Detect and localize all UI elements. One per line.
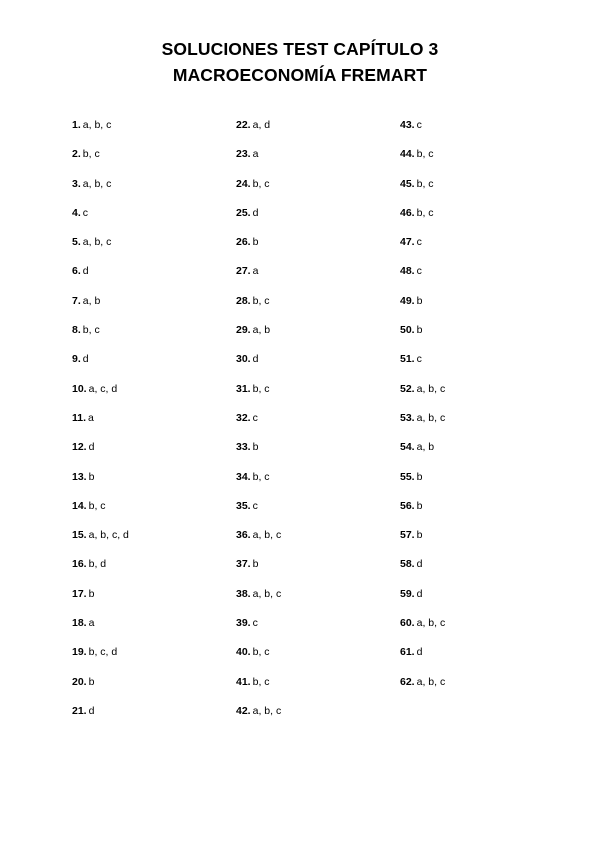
answer-text: a, b, c, d (88, 529, 129, 542)
answer-text: a (252, 148, 259, 161)
answer-text: c (252, 411, 258, 424)
answer-item (400, 527, 560, 556)
answer-text: b, c (252, 294, 270, 307)
question-number: 23. (236, 148, 251, 161)
answer-item (400, 293, 560, 322)
answer-text: d (88, 704, 95, 717)
question-number: 2. (72, 148, 81, 161)
answer-text: b, c (82, 324, 100, 337)
answer-item (236, 556, 396, 585)
answer-item (236, 498, 396, 527)
answer-text: b (88, 587, 95, 600)
answer-item (72, 703, 232, 732)
answer-item (236, 263, 396, 292)
answer-text: b, c (252, 177, 270, 190)
page-subtitle: MACROECONOMÍA FREMART (172, 65, 428, 85)
question-number: 32. (236, 411, 251, 424)
answer-text: b (416, 499, 423, 512)
answer-item (72, 439, 232, 468)
answer-text: b, c (416, 148, 434, 161)
question-number: 59. (400, 587, 415, 600)
question-number: 6. (72, 265, 81, 278)
question-number: 26. (236, 236, 251, 249)
answer-text: a, b, c (416, 617, 446, 630)
answer-item (72, 205, 232, 234)
answer-item (400, 205, 560, 234)
question-number: 16. (72, 558, 87, 571)
question-number: 24. (236, 177, 251, 190)
answer-item (236, 674, 396, 703)
question-number: 20. (72, 675, 87, 688)
answer-item (72, 674, 232, 703)
answer-text: b, d (88, 558, 107, 571)
answer-item (400, 176, 560, 205)
answer-item (72, 644, 232, 673)
answers-column-1 (72, 117, 232, 732)
answer-item (400, 146, 560, 175)
answer-item (400, 674, 560, 703)
answer-item (236, 469, 396, 498)
answer-text: a, b, c (252, 587, 282, 600)
answer-text: c (82, 206, 89, 219)
answer-text: d (252, 353, 259, 366)
answer-item (72, 410, 232, 439)
question-number: 5. (72, 236, 81, 249)
question-number: 21. (72, 704, 87, 717)
answer-item (72, 469, 232, 498)
answer-text: a, b (416, 441, 435, 454)
answer-item (72, 615, 232, 644)
answer-item (400, 644, 560, 673)
question-number: 12. (72, 441, 87, 454)
question-number: 3. (72, 177, 81, 190)
question-number: 42. (236, 704, 251, 717)
question-number: 28. (236, 294, 251, 307)
answer-item (400, 469, 560, 498)
answer-text: a, b, c (416, 411, 446, 424)
page-title: SOLUCIONES TEST CAPÍTULO 3 (161, 39, 439, 59)
answer-text: a, c, d (88, 382, 118, 395)
question-number: 17. (72, 587, 87, 600)
question-number: 48. (400, 265, 415, 278)
question-number: 40. (236, 646, 251, 659)
answer-item (72, 527, 232, 556)
answer-item (72, 263, 232, 292)
question-number: 47. (400, 236, 415, 249)
answer-item (400, 556, 560, 585)
question-number: 31. (236, 382, 251, 395)
question-number: 27. (236, 265, 251, 278)
answer-item (72, 146, 232, 175)
answer-text: c (416, 236, 422, 249)
answer-text: a, b, c (252, 704, 282, 717)
question-number: 50. (400, 324, 415, 337)
answer-text: b (416, 324, 423, 337)
answer-text: a, b, c (82, 236, 112, 249)
question-number: 30. (236, 353, 251, 366)
answer-item (400, 263, 560, 292)
answer-item (236, 586, 396, 615)
answer-text: c (416, 119, 422, 131)
answer-text: c (252, 499, 258, 512)
question-number: 45. (400, 177, 415, 190)
question-number: 52. (400, 382, 415, 395)
question-number: 46. (400, 206, 415, 219)
answer-text: b (416, 529, 423, 542)
question-number: 14. (72, 499, 87, 512)
question-number: 44. (400, 148, 415, 161)
question-number: 34. (236, 470, 251, 483)
answer-item (72, 498, 232, 527)
question-number: 43. (400, 119, 415, 131)
answer-item (236, 703, 396, 732)
question-number: 33. (236, 441, 251, 454)
answer-text: d (416, 558, 423, 571)
question-number: 1. (72, 119, 81, 131)
question-number: 38. (236, 587, 251, 600)
question-number: 11. (72, 411, 87, 424)
answer-item (72, 381, 232, 410)
answer-item (72, 293, 232, 322)
answer-text: d (252, 206, 259, 219)
answer-item (236, 234, 396, 263)
question-number: 29. (236, 324, 251, 337)
answer-text: b, c (252, 470, 270, 483)
answer-item (400, 615, 560, 644)
answers-column-3 (400, 117, 560, 703)
question-number: 61. (400, 646, 415, 659)
answer-text: d (416, 587, 423, 600)
question-number: 41. (236, 675, 251, 688)
question-number: 53. (400, 411, 415, 424)
answer-text: b (416, 294, 423, 307)
answer-text: a, b (252, 324, 271, 337)
answer-text: a (88, 411, 94, 424)
answer-item (236, 615, 396, 644)
answer-item (400, 351, 560, 380)
answer-text: b (88, 675, 95, 688)
answer-item (72, 117, 232, 146)
answer-item (236, 146, 396, 175)
answer-item (400, 439, 560, 468)
answer-text: a, b, c (416, 382, 446, 395)
question-number: 62. (400, 675, 415, 688)
answer-item (236, 410, 396, 439)
answer-text: b (252, 236, 259, 249)
answers-column-2 (236, 117, 396, 732)
question-number: 60. (400, 617, 415, 630)
question-number: 4. (72, 206, 81, 219)
answer-text: b (88, 470, 95, 483)
question-number: 15. (72, 529, 87, 542)
question-number: 18. (72, 617, 87, 630)
question-number: 8. (72, 324, 81, 337)
question-number: 9. (72, 353, 81, 366)
answer-item (72, 586, 232, 615)
answer-item (72, 234, 232, 263)
answer-text: b, c (88, 499, 106, 512)
answer-text: b, c (252, 675, 270, 688)
question-number: 10. (72, 382, 87, 395)
question-number: 56. (400, 499, 415, 512)
answer-text: a (88, 617, 95, 630)
answer-item (236, 205, 396, 234)
answer-text: a, b (82, 294, 101, 307)
answer-item (400, 117, 560, 146)
answer-item (400, 410, 560, 439)
answer-item (236, 117, 396, 146)
answer-text: b, c (416, 206, 434, 219)
answer-text: c (416, 353, 422, 366)
question-number: 35. (236, 499, 251, 512)
question-number: 49. (400, 294, 415, 307)
question-number: 39. (236, 617, 251, 630)
answer-item (72, 322, 232, 351)
answer-text: b, c (416, 177, 434, 190)
question-number: 19. (72, 646, 87, 659)
answer-text: b (252, 441, 259, 454)
answer-item (400, 381, 560, 410)
answer-text: a, b, c (252, 529, 282, 542)
answer-item (400, 234, 560, 263)
answer-item (72, 556, 232, 585)
answer-item (236, 322, 396, 351)
answer-item (72, 351, 232, 380)
answer-item (400, 322, 560, 351)
answer-text: d (82, 353, 89, 366)
question-number: 36. (236, 529, 251, 542)
answer-item (236, 293, 396, 322)
question-number: 22. (236, 119, 251, 131)
answer-item (72, 176, 232, 205)
question-number: 58. (400, 558, 415, 571)
answer-item (236, 527, 396, 556)
answer-text: b, c (82, 148, 100, 161)
question-number: 57. (400, 529, 415, 542)
answer-text: d (416, 646, 423, 659)
answer-text: b (252, 558, 259, 571)
answer-text: b, c (252, 382, 270, 395)
answer-text: b, c, d (88, 646, 118, 659)
answer-text: d (82, 265, 89, 278)
question-number: 51. (400, 353, 415, 366)
answer-item (236, 439, 396, 468)
question-number: 13. (72, 470, 87, 483)
answer-item (400, 586, 560, 615)
answer-text: a, b, c (416, 675, 446, 688)
answer-item (236, 351, 396, 380)
answer-item (236, 176, 396, 205)
answer-text: b, c (252, 646, 270, 659)
answer-text: c (416, 265, 422, 278)
answer-item (236, 381, 396, 410)
question-number: 55. (400, 470, 415, 483)
answer-text: a, b, c (82, 177, 112, 190)
answer-text: a (252, 265, 259, 278)
question-number: 37. (236, 558, 251, 571)
question-number: 25. (236, 206, 251, 219)
answer-text: d (88, 441, 95, 454)
answer-item (400, 498, 560, 527)
answer-text: a, b, c (82, 119, 112, 131)
question-number: 7. (72, 294, 81, 307)
answer-text: a, d (252, 119, 271, 131)
answer-item (236, 644, 396, 673)
answer-text: c (252, 617, 258, 630)
question-number: 54. (400, 441, 415, 454)
answer-text: b (416, 470, 423, 483)
